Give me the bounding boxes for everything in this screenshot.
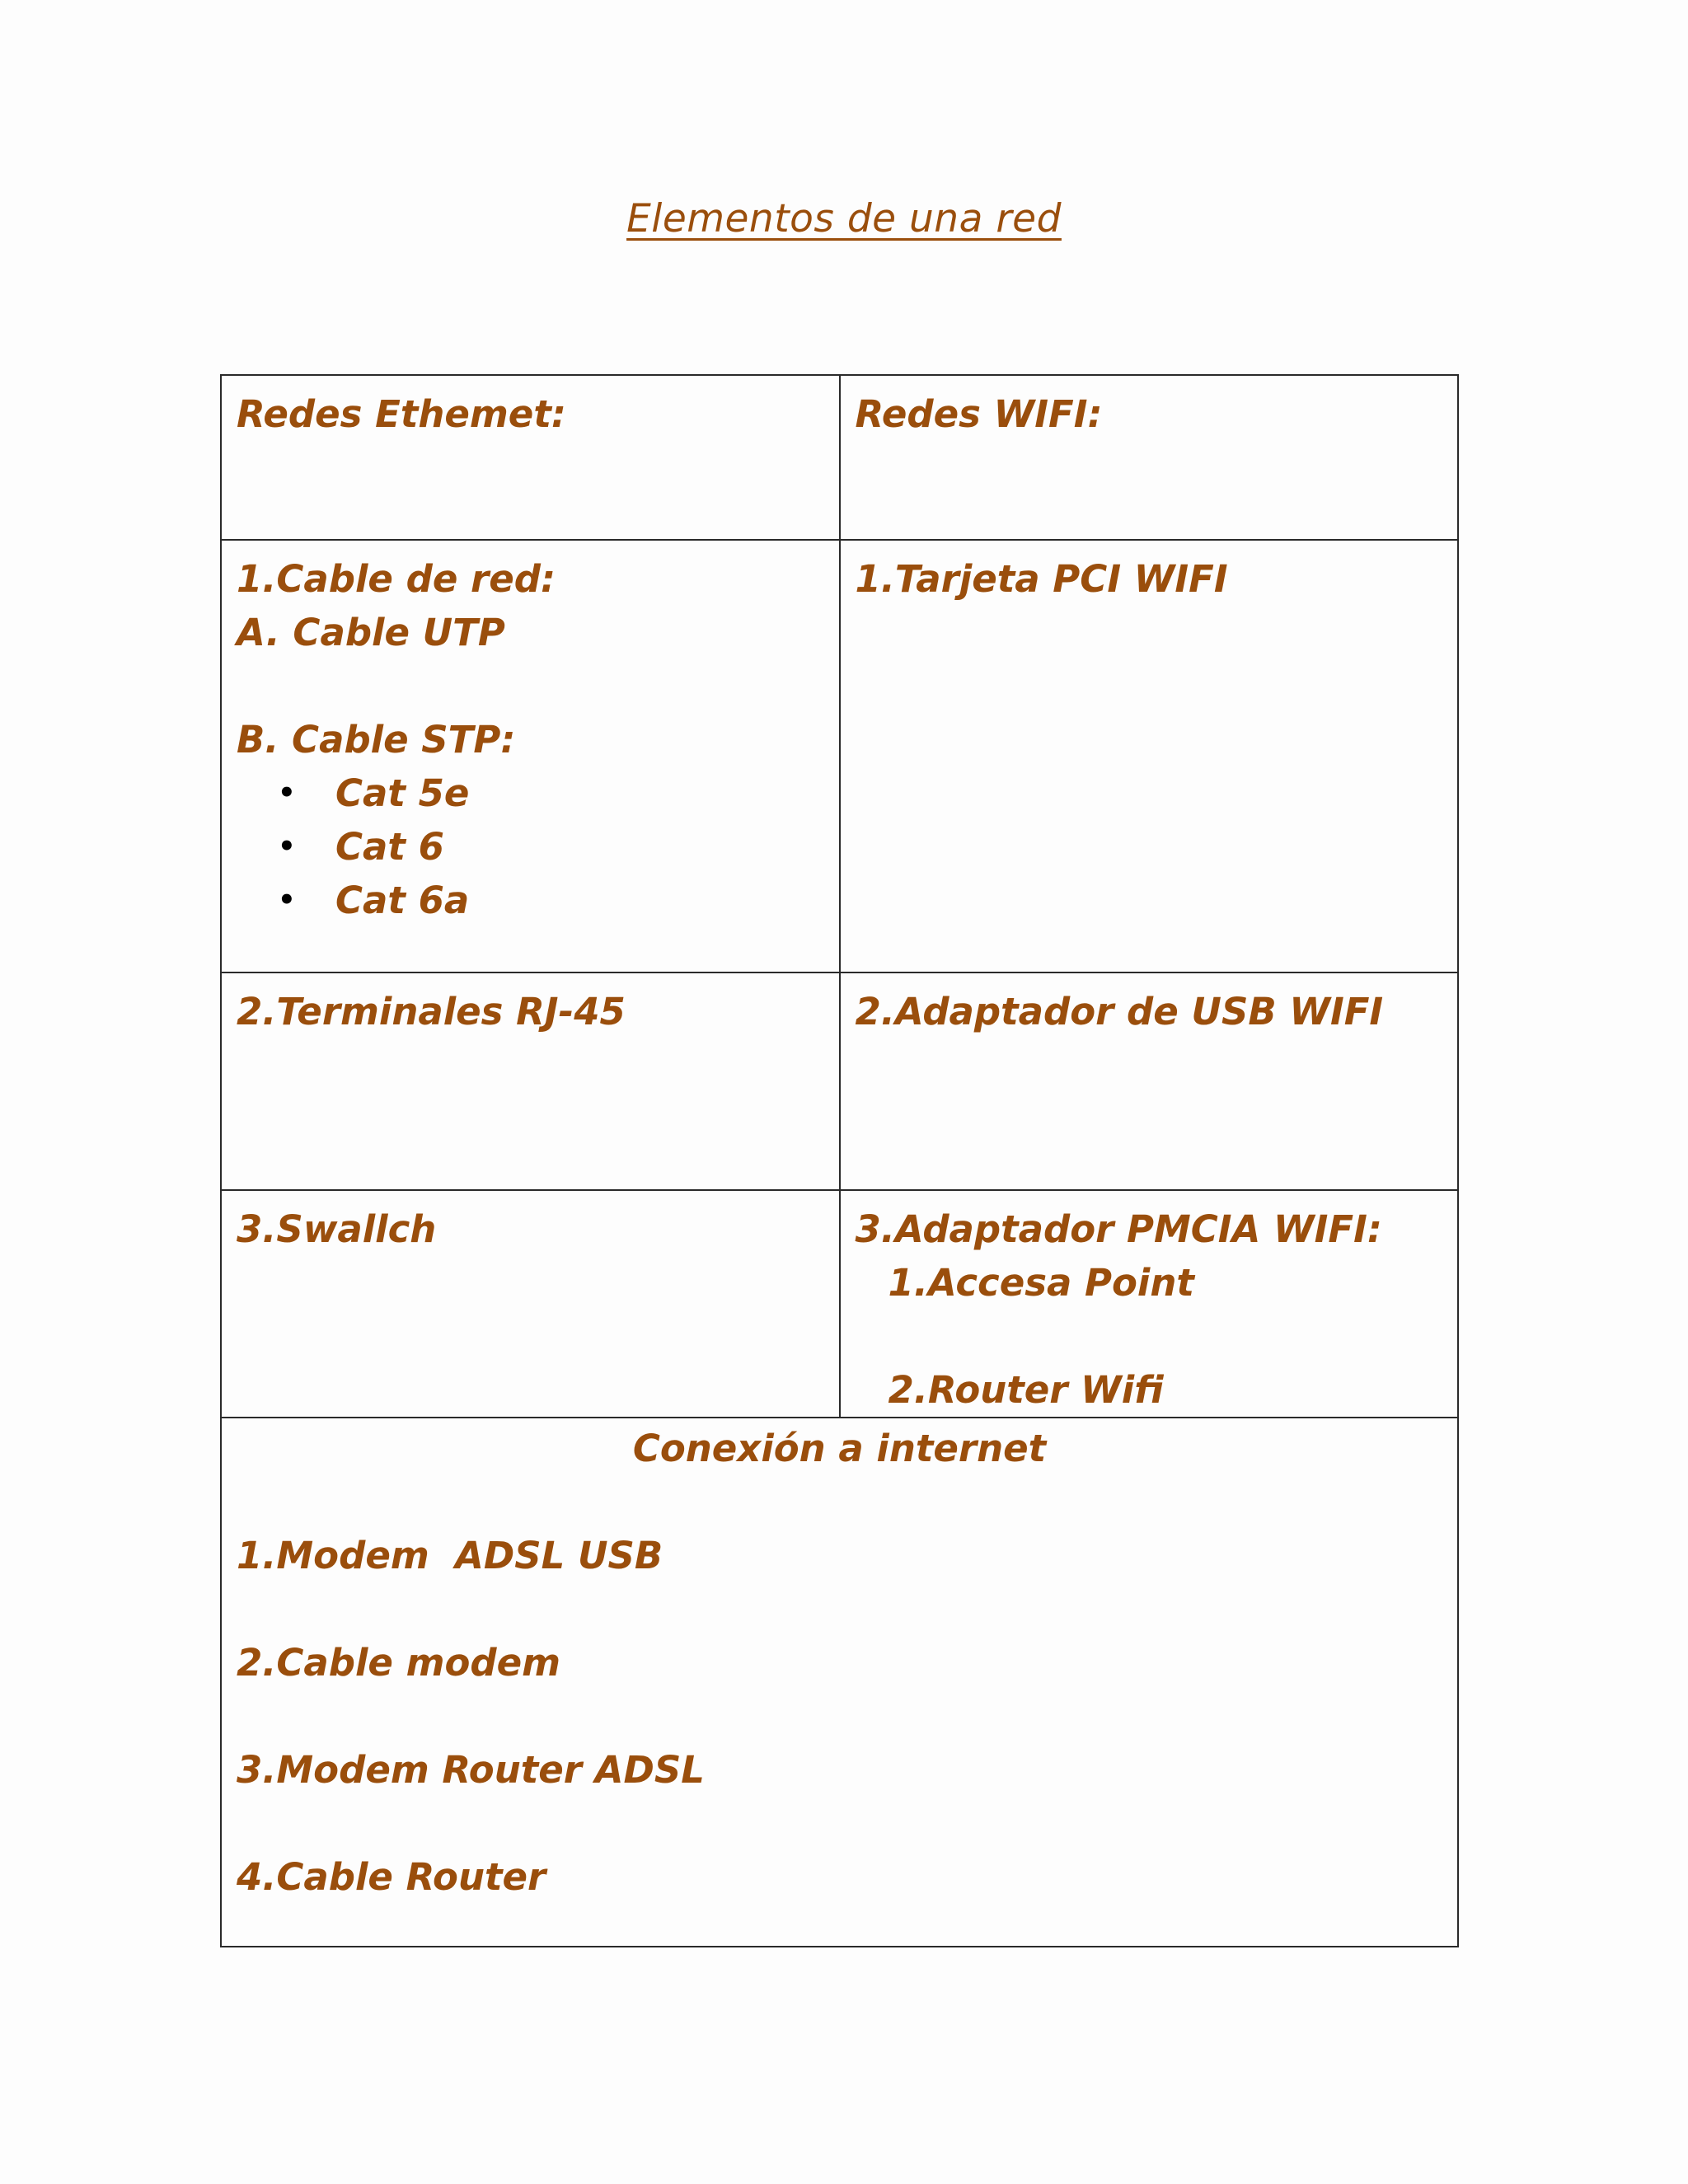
- wifi-card-cell: [840, 540, 1459, 972]
- terminales-item: 2.Terminales RJ-45: [237, 990, 626, 1033]
- ethernet-terminals-cell: [221, 972, 840, 1190]
- cable-de-red-item: 1.Cable de red:: [237, 557, 556, 601]
- table-row: [221, 1418, 1458, 1947]
- internet-item: 1.Modem ADSL USB: [237, 1534, 663, 1577]
- page-title: Elementos de una red: [626, 196, 1062, 241]
- bullet-icon: •: [278, 883, 296, 916]
- tarjeta-pci-item: 1.Tarjeta PCI WIFI: [855, 557, 1228, 601]
- spacer: [237, 1690, 1442, 1743]
- ethernet-heading: Redes Ethemet:: [237, 392, 566, 436]
- network-elements-table: [220, 374, 1459, 1947]
- adaptador-pmcia-item: 3.Adaptador PMCIA WIFI:: [855, 1207, 1382, 1251]
- bullet-icon: •: [278, 830, 296, 863]
- cat-label: Cat 5e: [335, 771, 470, 815]
- cat-list: [237, 766, 824, 927]
- spacer: [237, 1582, 1442, 1636]
- internet-connection-cell: [221, 1418, 1458, 1947]
- internet-heading: Conexión a internet: [632, 1427, 1047, 1470]
- wifi-heading: Redes WIFI:: [855, 392, 1103, 436]
- ethernet-heading-cell: [221, 375, 840, 540]
- table-row: [221, 540, 1458, 972]
- spacer: [237, 1475, 1442, 1529]
- router-wifi-item: 2.Router Wifi: [888, 1368, 1164, 1412]
- table-row: [221, 375, 1458, 540]
- spacer: [237, 1797, 1442, 1850]
- wifi-heading-cell: [840, 375, 1459, 540]
- cable-utp-item: A. Cable UTP: [237, 611, 505, 654]
- internet-item: 4.Cable Router: [237, 1855, 546, 1899]
- list-item: [278, 820, 824, 874]
- list-item: [278, 874, 824, 927]
- wifi-pmcia-cell: [840, 1190, 1459, 1418]
- cable-stp-item: B. Cable STP:: [237, 718, 516, 762]
- spacer: [237, 659, 824, 713]
- cat-label: Cat 6: [335, 825, 444, 869]
- wifi-usb-cell: [840, 972, 1459, 1190]
- ethernet-cable-cell: [221, 540, 840, 972]
- accesa-point-item: 1.Accesa Point: [888, 1261, 1194, 1305]
- adaptador-usb-item: 2.Adaptador de USB WIFI: [855, 990, 1384, 1033]
- cat-label: Cat 6a: [335, 879, 470, 922]
- ethernet-switch-cell: [221, 1190, 840, 1418]
- table-row: [221, 1190, 1458, 1418]
- list-item: [278, 766, 824, 820]
- internet-item: 3.Modem Router ADSL: [237, 1748, 705, 1792]
- swallch-item: 3.Swallch: [237, 1207, 437, 1251]
- bullet-icon: •: [278, 776, 296, 809]
- table-row: [221, 972, 1458, 1190]
- internet-item: 2.Cable modem: [237, 1641, 561, 1685]
- spacer: [856, 1310, 1443, 1363]
